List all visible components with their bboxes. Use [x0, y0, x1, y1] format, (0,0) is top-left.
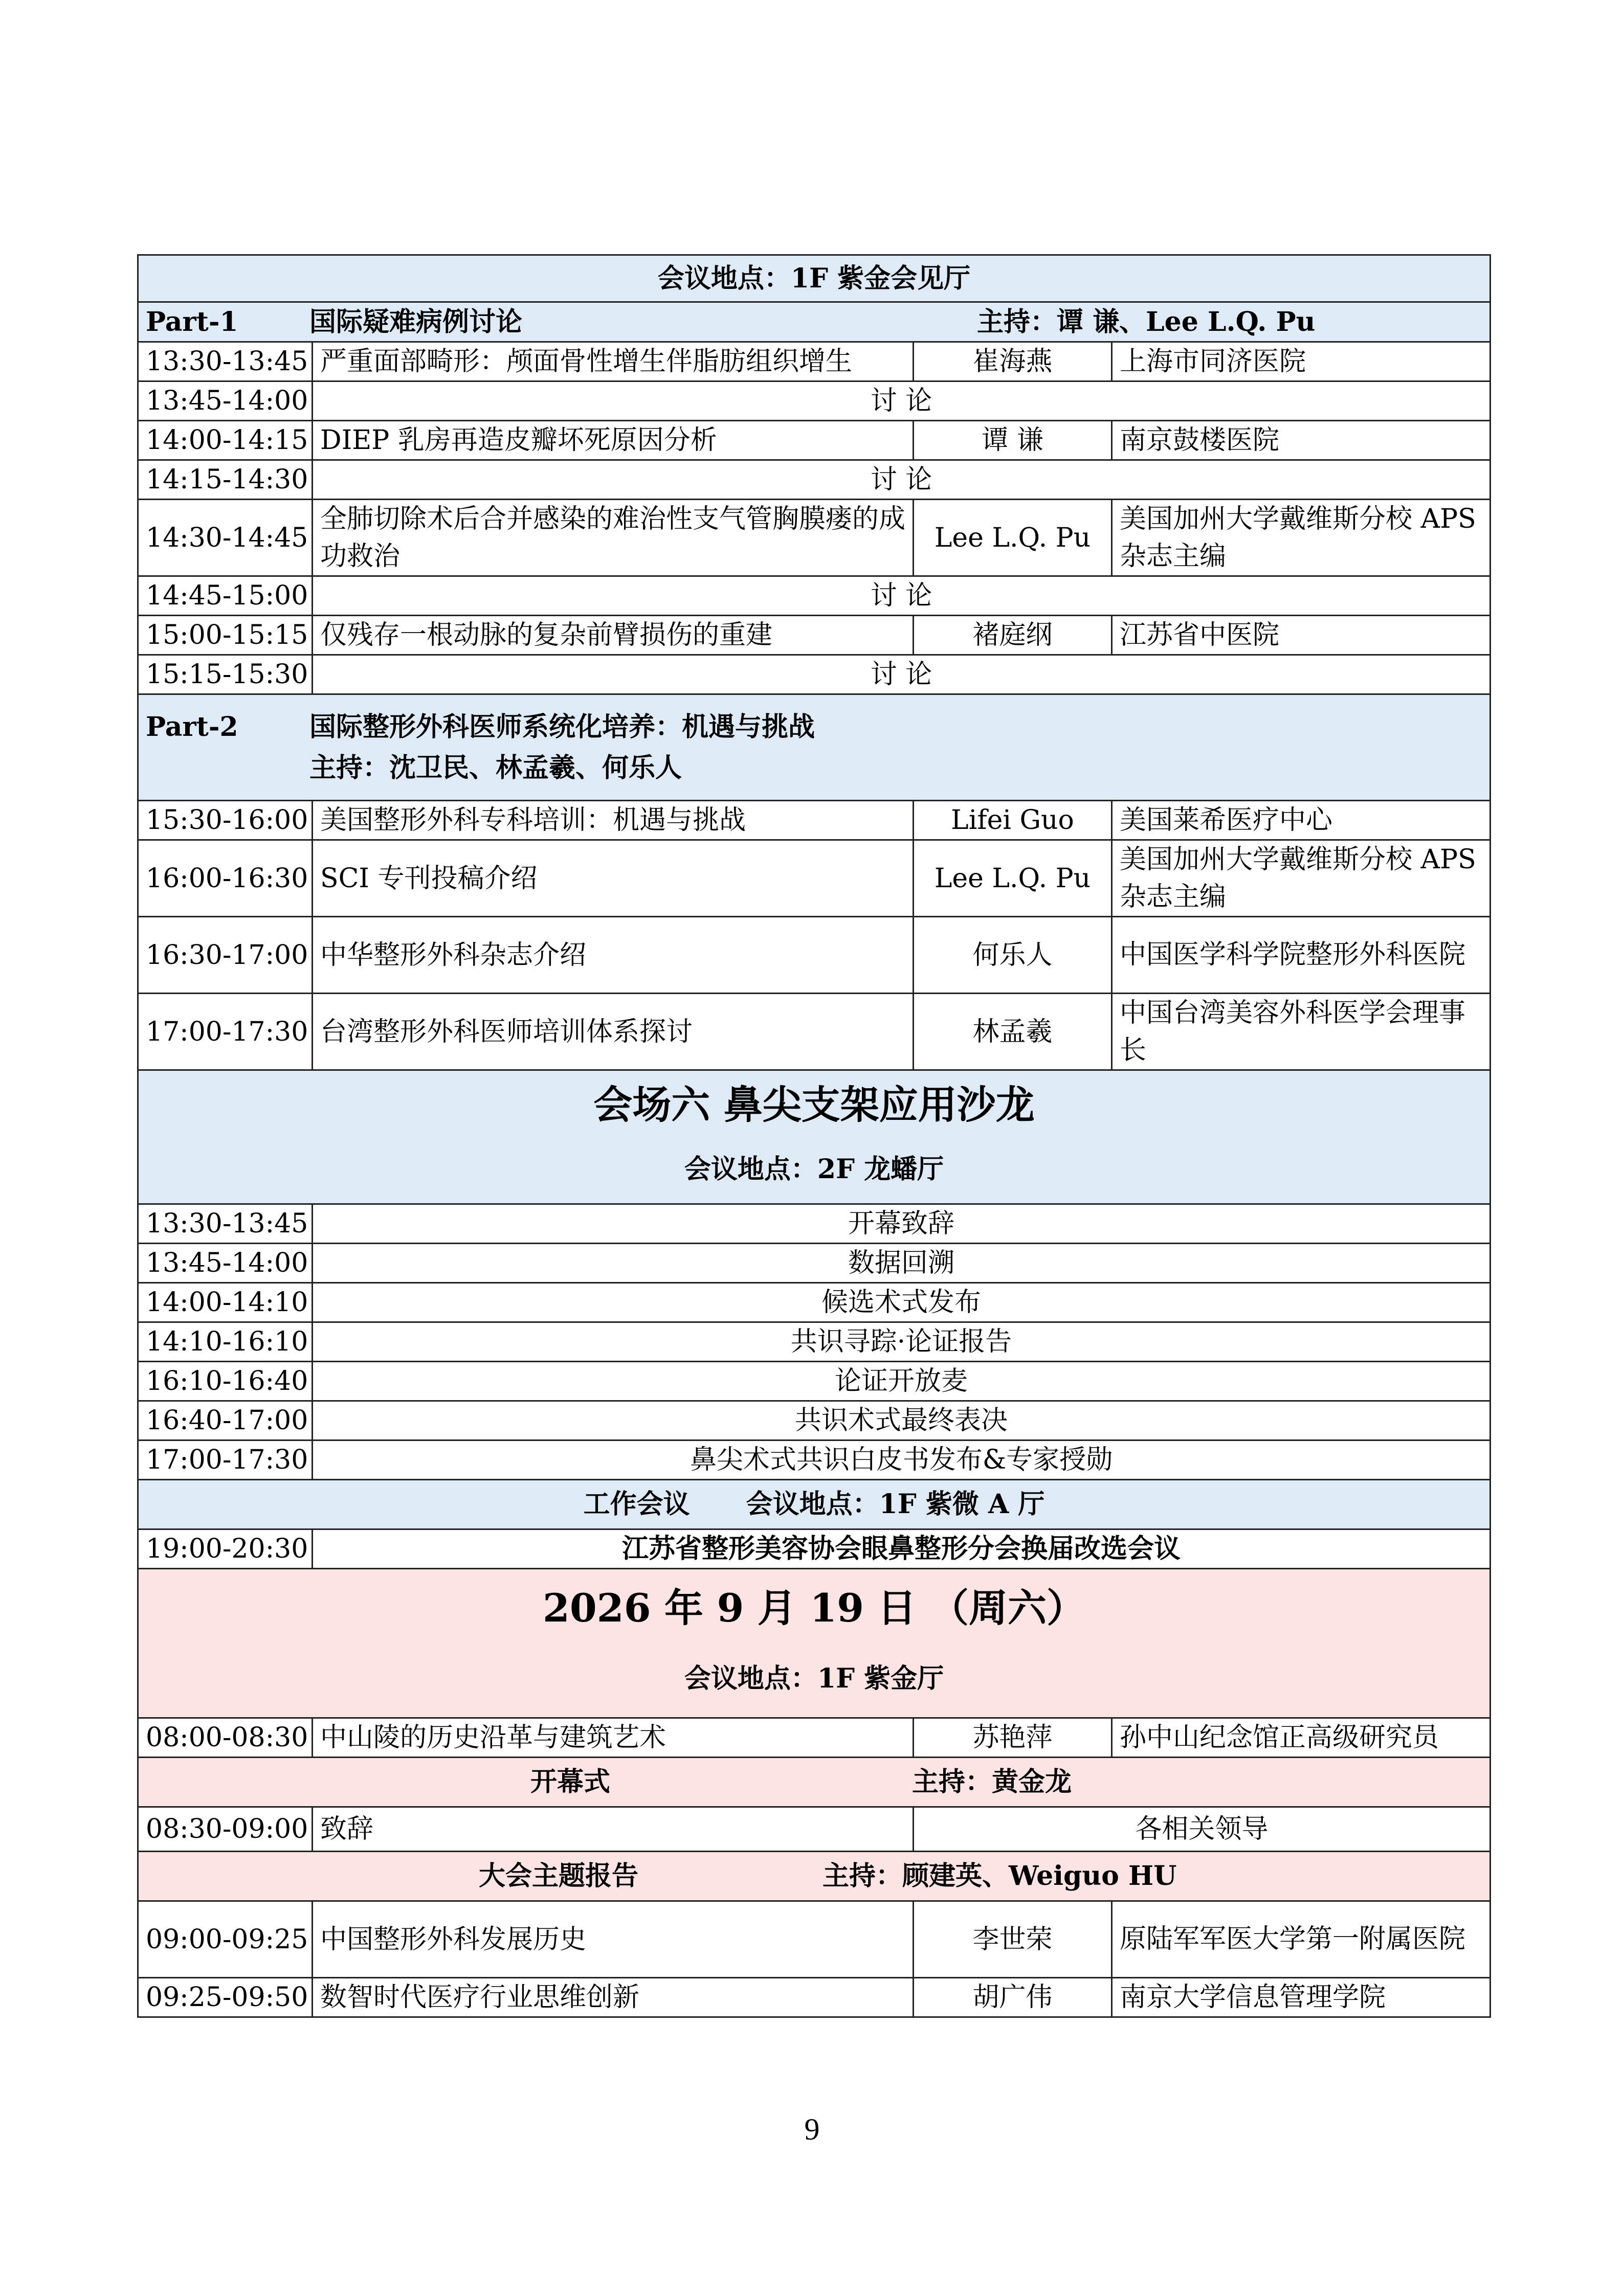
org-cell: 美国加州大学戴维斯分校 APS 杂志主编 [1112, 840, 1490, 917]
topic-cell: 严重面部畸形：颅面骨性增生伴脂肪组织增生 [313, 342, 914, 381]
keynote-label: 大会主题报告 [479, 1860, 639, 1892]
table-row [138, 1529, 1490, 1569]
table-row [138, 917, 1490, 994]
part1-host: 主持：谭 谦、Lee L.Q. Pu [977, 306, 1316, 337]
time-cell: 16:10-16:40 [138, 1362, 313, 1401]
time-cell: 16:00-16:30 [138, 840, 313, 917]
agenda-item: 论证开放麦 [313, 1362, 1490, 1401]
table-row [138, 381, 1490, 421]
org-cell: 江苏省中医院 [1112, 616, 1490, 655]
topic-cell: 中山陵的历史沿革与建筑艺术 [313, 1718, 914, 1758]
org-cell: 孙中山纪念馆正高级研究员 [1112, 1718, 1490, 1758]
time-cell: 16:40-17:00 [138, 1401, 313, 1440]
part1-label: Part-1 [146, 306, 238, 337]
part1-title: 国际疑难病例讨论 [309, 306, 523, 337]
venue6-header-row [138, 1070, 1490, 1204]
table-row [138, 421, 1490, 460]
speaker-cell: Lifei Guo [914, 801, 1112, 840]
speaker-cell: 何乐人 [914, 917, 1112, 994]
time-cell: 13:30-13:45 [138, 1204, 313, 1244]
table-row [138, 342, 1490, 381]
work-meeting-label: 工作会议 [583, 1489, 690, 1520]
time-cell: 09:00-09:25 [138, 1901, 313, 1978]
org-cell: 中国台湾美容外科医学会理事长 [1112, 994, 1490, 1070]
speaker-cell: 林孟羲 [914, 994, 1112, 1070]
time-cell: 15:30-16:00 [138, 801, 313, 840]
speaker-cell: Lee L.Q. Pu [914, 500, 1112, 576]
table-row [138, 1204, 1490, 1244]
table-row [138, 500, 1490, 576]
org-cell: 中国医学科学院整形外科医院 [1112, 917, 1490, 994]
time-cell: 14:10-16:10 [138, 1322, 313, 1362]
topic-cell: 中国整形外科发展历史 [313, 1901, 914, 1978]
venue-location: 会议地点：1F 紫金会见厅 [138, 255, 1490, 302]
discussion-cell: 讨 论 [313, 381, 1490, 421]
page-number: 9 [804, 2112, 820, 2146]
work-meeting-header-row [138, 1480, 1490, 1529]
speaker-cell: 胡广伟 [914, 1978, 1112, 2017]
venue6-location: 会议地点：2F 龙蟠厅 [684, 1153, 944, 1185]
discussion-cell: 讨 论 [313, 655, 1490, 694]
org-cell: 美国莱希医疗中心 [1112, 801, 1490, 840]
time-cell: 14:45-15:00 [138, 576, 313, 616]
org-cell: 上海市同济医院 [1112, 342, 1490, 381]
agenda-item: 候选术式发布 [313, 1283, 1490, 1322]
topic-cell: 仅残存一根动脉的复杂前臂损伤的重建 [313, 616, 914, 655]
topic-cell: 中华整形外科杂志介绍 [313, 917, 914, 994]
part2-host: 主持：沈卫民、林孟羲、何乐人 [309, 752, 682, 783]
speaker-cell: 褚庭纲 [914, 616, 1112, 655]
opening-host: 主持：黄金龙 [912, 1766, 1072, 1797]
table-row [138, 1244, 1490, 1283]
table-row [138, 1807, 1490, 1852]
topic-cell: 美国整形外科专科培训：机遇与挑战 [313, 801, 914, 840]
time-cell: 14:15-14:30 [138, 460, 313, 500]
time-cell: 08:30-09:00 [138, 1807, 313, 1852]
time-cell: 09:25-09:50 [138, 1978, 313, 2017]
speaker-cell: 苏艳萍 [914, 1718, 1112, 1758]
org-cell: 南京鼓楼医院 [1112, 421, 1490, 460]
discussion-cell: 讨 论 [313, 460, 1490, 500]
table-row [138, 994, 1490, 1070]
table-row [138, 801, 1490, 840]
speaker-cell: 谭 谦 [914, 421, 1112, 460]
schedule-table [137, 254, 1491, 2018]
time-cell: 17:00-17:30 [138, 1440, 313, 1480]
part2-label: Part-2 [146, 711, 238, 742]
time-cell: 14:00-14:15 [138, 421, 313, 460]
time-cell: 15:15-15:30 [138, 655, 313, 694]
table-row [138, 655, 1490, 694]
table-row [138, 616, 1490, 655]
day2-location: 会议地点：1F 紫金厅 [684, 1662, 944, 1694]
agenda-item: 江苏省整形美容协会眼鼻整形分会换届改选会议 [313, 1529, 1490, 1569]
topic-cell: 全肺切除术后合并感染的难治性支气管胸膜瘘的成功救治 [313, 500, 914, 576]
time-cell: 17:00-17:30 [138, 994, 313, 1070]
part1-header-row [138, 302, 1490, 342]
speaker-cell: 李世荣 [914, 1901, 1112, 1978]
agenda-item: 共识术式最终表决 [313, 1401, 1490, 1440]
table-row [138, 1401, 1490, 1440]
topic-cell: DIEP 乳房再造皮瓣坏死原因分析 [313, 421, 914, 460]
table-row [138, 1718, 1490, 1758]
time-cell: 13:45-14:00 [138, 381, 313, 421]
time-cell: 19:00-20:30 [138, 1529, 313, 1569]
speaker-cell: 崔海燕 [914, 342, 1112, 381]
org-cell: 原陆军军医大学第一附属医院 [1112, 1901, 1490, 1978]
topic-cell: SCI 专刊投稿介绍 [313, 840, 914, 917]
agenda-item: 共识寻踪·论证报告 [313, 1322, 1490, 1362]
topic-cell: 台湾整形外科医师培训体系探讨 [313, 994, 914, 1070]
time-cell: 14:00-14:10 [138, 1283, 313, 1322]
topic-cell: 数智时代医疗行业思维创新 [313, 1978, 914, 2017]
opening-header-row [138, 1758, 1490, 1807]
table-row [138, 1362, 1490, 1401]
agenda-item: 开幕致辞 [313, 1204, 1490, 1244]
agenda-item: 鼻尖术式共识白皮书发布&专家授勋 [313, 1440, 1490, 1480]
topic-cell: 致辞 [313, 1807, 914, 1852]
day2-date: 2026 年 9 月 19 日 （周六） [543, 1585, 1085, 1631]
table-row [138, 1283, 1490, 1322]
speaker-cell: Lee L.Q. Pu [914, 840, 1112, 917]
org-cell: 南京大学信息管理学院 [1112, 1978, 1490, 2017]
discussion-cell: 讨 论 [313, 576, 1490, 616]
org-cell: 美国加州大学戴维斯分校 APS 杂志主编 [1112, 500, 1490, 576]
time-cell: 14:30-14:45 [138, 500, 313, 576]
time-cell: 15:00-15:15 [138, 616, 313, 655]
agenda-item: 数据回溯 [313, 1244, 1490, 1283]
day2-header-row [138, 1569, 1490, 1718]
speaker-cell: 各相关领导 [914, 1807, 1490, 1852]
work-meeting-location: 会议地点：1F 紫微 A 厅 [746, 1489, 1045, 1520]
table-row [138, 460, 1490, 500]
time-cell: 13:45-14:00 [138, 1244, 313, 1283]
opening-label: 开幕式 [530, 1766, 611, 1797]
table-row [138, 1322, 1490, 1362]
part2-header-row [138, 694, 1490, 801]
time-cell: 13:30-13:45 [138, 342, 313, 381]
venue6-title: 会场六 鼻尖支架应用沙龙 [593, 1082, 1035, 1128]
table-row [138, 576, 1490, 616]
time-cell: 08:00-08:30 [138, 1718, 313, 1758]
keynote-header-row [138, 1852, 1490, 1901]
time-cell: 16:30-17:00 [138, 917, 313, 994]
table-row [138, 1440, 1490, 1480]
venue-location-row [138, 255, 1490, 302]
table-row [138, 840, 1490, 917]
table-row [138, 1901, 1490, 1978]
table-row [138, 1978, 1490, 2017]
part2-title: 国际整形外科医师系统化培养：机遇与挑战 [309, 711, 815, 742]
keynote-host: 主持：顾建英、Weiguo HU [822, 1860, 1177, 1892]
